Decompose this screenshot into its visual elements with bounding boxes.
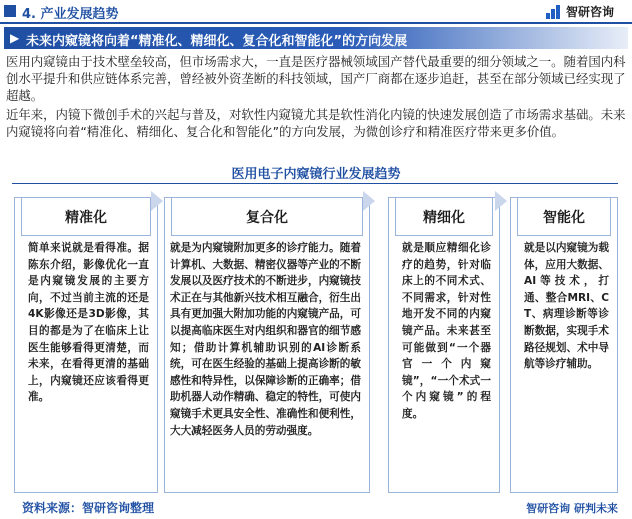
trend-card-intelligence — [510, 197, 618, 493]
brand-logo — [546, 3, 614, 20]
arrow-right-icon — [495, 191, 507, 211]
diagram-title: 医用电子内窥镜行业发展趋势 — [231, 167, 401, 182]
section-square-icon — [4, 5, 16, 17]
trend-card-title: 精准化 — [21, 198, 151, 236]
diagram-divider — [12, 183, 618, 184]
top-header — [0, 0, 632, 22]
trend-card-title: 智能化 — [517, 198, 611, 236]
arrow-right-icon — [151, 191, 163, 211]
data-source: 资料来源：智研咨询整理 — [22, 501, 155, 515]
logo-text: 智研咨询 — [565, 5, 614, 19]
bar-chart-logo-icon — [546, 5, 562, 19]
trend-card-body: 就是以内窥镜为载体，应用大数据、AI等技术，打通、整合MRI、CT、病理诊断等诊断数据，实现手术路径规划、术中导航等诊疗辅助。 — [524, 242, 609, 371]
section-banner — [4, 27, 628, 49]
trend-card-body: 就是为内窥镜附加更多的诊疗能力。随着计算机、大数据、精密仪器等产业的不断发展以及医疗技术的不断进步，内窥镜技术正在与其他新兴技术相互融合，衍生出具有更加强大附加功能的内窥镜产品，可以提高临床医生对内组织和器官的细节感知；借助计算机辅助识别的AI诊断系统，可在医生经验的基础上提高诊断的敏感性和特异性，以保障诊断的正确率；借助机器人动作精确、稳定的特性，可使内窥镜手术更具安全性、准确性和便利性，大大减轻医务人员的劳动强度。 — [170, 242, 361, 437]
trend-card-refinement — [388, 197, 500, 493]
play-arrow-icon: ▶ — [10, 31, 20, 45]
section-title: 4. 产业发展趋势 — [22, 7, 119, 22]
trend-card-title: 复合化 — [171, 198, 363, 236]
trend-card-body: 就是顺应精细化诊疗的趋势，针对临床上的不同术式、不同需求，针对性地开发不同的内窥镜产品。未来甚至可能做到“一个器官一个内窥镜”，“一个术式一个内窥镜”的程度。 — [402, 242, 491, 420]
trend-card-composite — [164, 197, 370, 493]
header-divider — [0, 22, 632, 24]
trend-card-title: 精细化 — [395, 198, 493, 236]
page-footer — [0, 496, 632, 519]
intro-paragraph-1: 医用内窥镜由于技术壁垒较高，但市场需求大，一直是医疗器械领域国产替代最重要的细分领域之一。随着国内科创水平提升和供应链体系完善，曾经被外资垄断的科技领域，国产厂商都在逐步追赶，甚至在部分领域已经实现了超越。 — [6, 54, 626, 103]
footer-brand: 智研咨询 研判未来 — [526, 502, 618, 515]
banner-title: 未来内窥镜将向着“精准化、精细化、复合化和智能化”的方向发展 — [26, 34, 408, 49]
trend-card-body: 简单来说就是看得准。据陈东介绍，影像优化一直是内窥镜发展的主要方向，不过当前主流的还是4K影像还是3D影像，其目的都是为了在临床上让医生能够看得更清楚，而未来，在看得更清的基础上，内窥镜还应该看得更准。 — [28, 242, 149, 404]
trend-card-precision — [14, 197, 158, 493]
arrow-right-icon — [363, 191, 375, 211]
intro-paragraph-2: 近年来，内镜下微创手术的兴起与普及，对软性内窥镜尤其是软性消化内镜的快速发展创造了市场需求基础。未来内窥镜将向着“精准化、精细化、复合化和智能化”的方向发展，为微创诊疗和精准医疗带来更多价值。 — [6, 107, 626, 139]
